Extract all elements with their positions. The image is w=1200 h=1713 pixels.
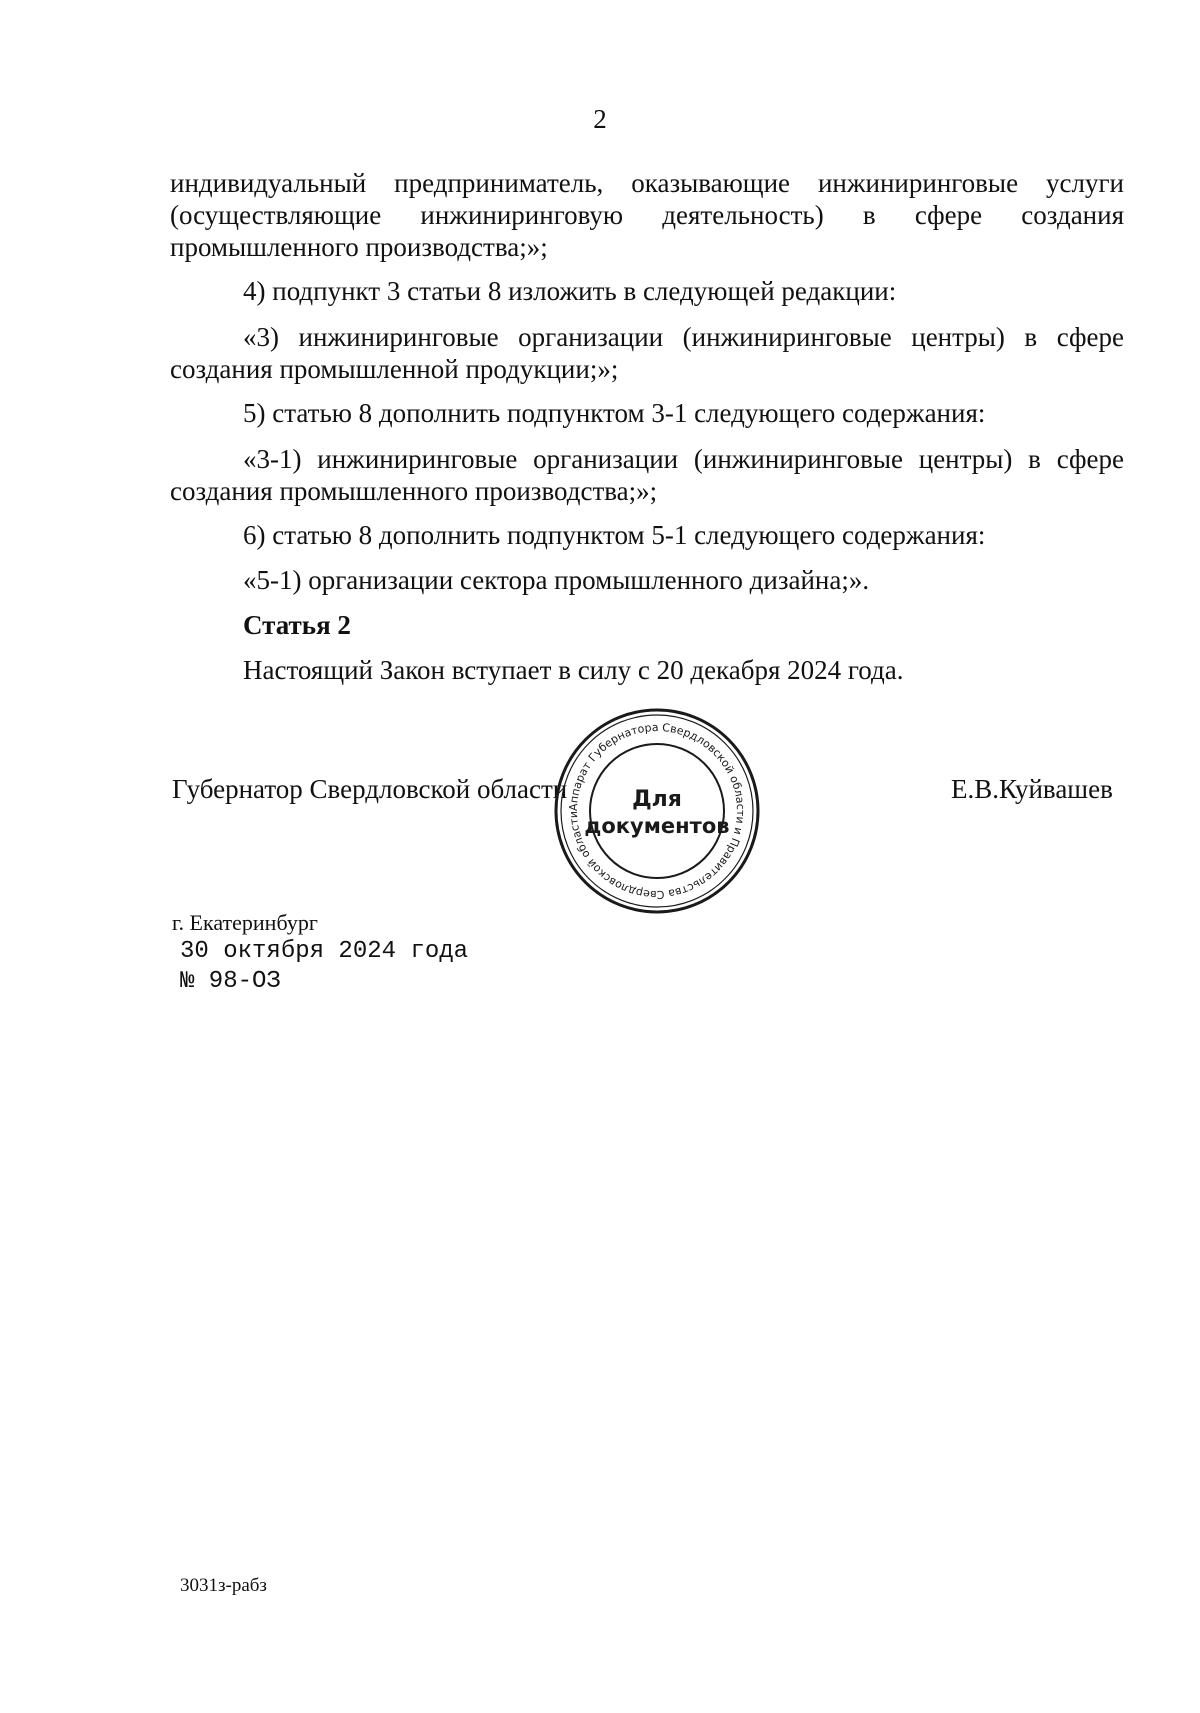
stamp-center-line-2: документов xyxy=(584,814,730,838)
page-number: 2 xyxy=(593,104,607,134)
city: г. Екатеринбург xyxy=(172,910,318,935)
paragraph-line: «3) инжиниринговые организации (инжиниринговые центры) в сфере xyxy=(243,322,1124,352)
paragraph-line: создания промышленной продукции;»; xyxy=(170,354,619,384)
paragraph-item-6: 6) статью 8 дополнить подпунктом 5-1 следующего содержания: xyxy=(243,520,986,550)
paragraph-item-4: 4) подпункт 3 статьи 8 изложить в следующей редакции: xyxy=(243,276,897,306)
article-text: Настоящий Закон вступает в силу с 20 декабря 2024 года. xyxy=(243,655,904,685)
paragraph-item-quote: «5-1) организации сектора промышленного дизайна;». xyxy=(243,565,870,595)
paragraph-item-5: 5) статью 8 дополнить подпунктом 3-1 следующего содержания: xyxy=(243,398,986,428)
footer-code: 3031з-рабз xyxy=(180,1575,267,1596)
paragraph-line: промышленного производства;»; xyxy=(170,232,548,262)
paragraph-line: индивидуальный предприниматель, оказывающие инжиниринговые услуги xyxy=(170,168,1124,198)
law-date: 30 октября 2024 года xyxy=(180,938,469,965)
article-heading: Статья 2 xyxy=(243,610,351,640)
law-number: № 98-ОЗ xyxy=(180,968,281,995)
stamp-seal xyxy=(552,706,762,916)
signatory-name: Е.В.Куйвашев xyxy=(951,774,1113,804)
stamp-ring-text: Аппарат Губернатора Свердловской области и Правительства Свердловской области xyxy=(566,720,748,902)
stamp-center-line-1: Для xyxy=(632,787,682,812)
signatory-title: Губернатор Свердловской области xyxy=(172,774,568,804)
paragraph-line: (осуществляющие инжиниринговую деятельность) в сфере создания xyxy=(170,200,1124,230)
paragraph-line: «3-1) инжиниринговые организации (инжиниринговые центры) в сфере xyxy=(243,444,1124,474)
official-stamp xyxy=(552,706,762,916)
paragraph-line: создания промышленного производства;»; xyxy=(170,476,658,506)
